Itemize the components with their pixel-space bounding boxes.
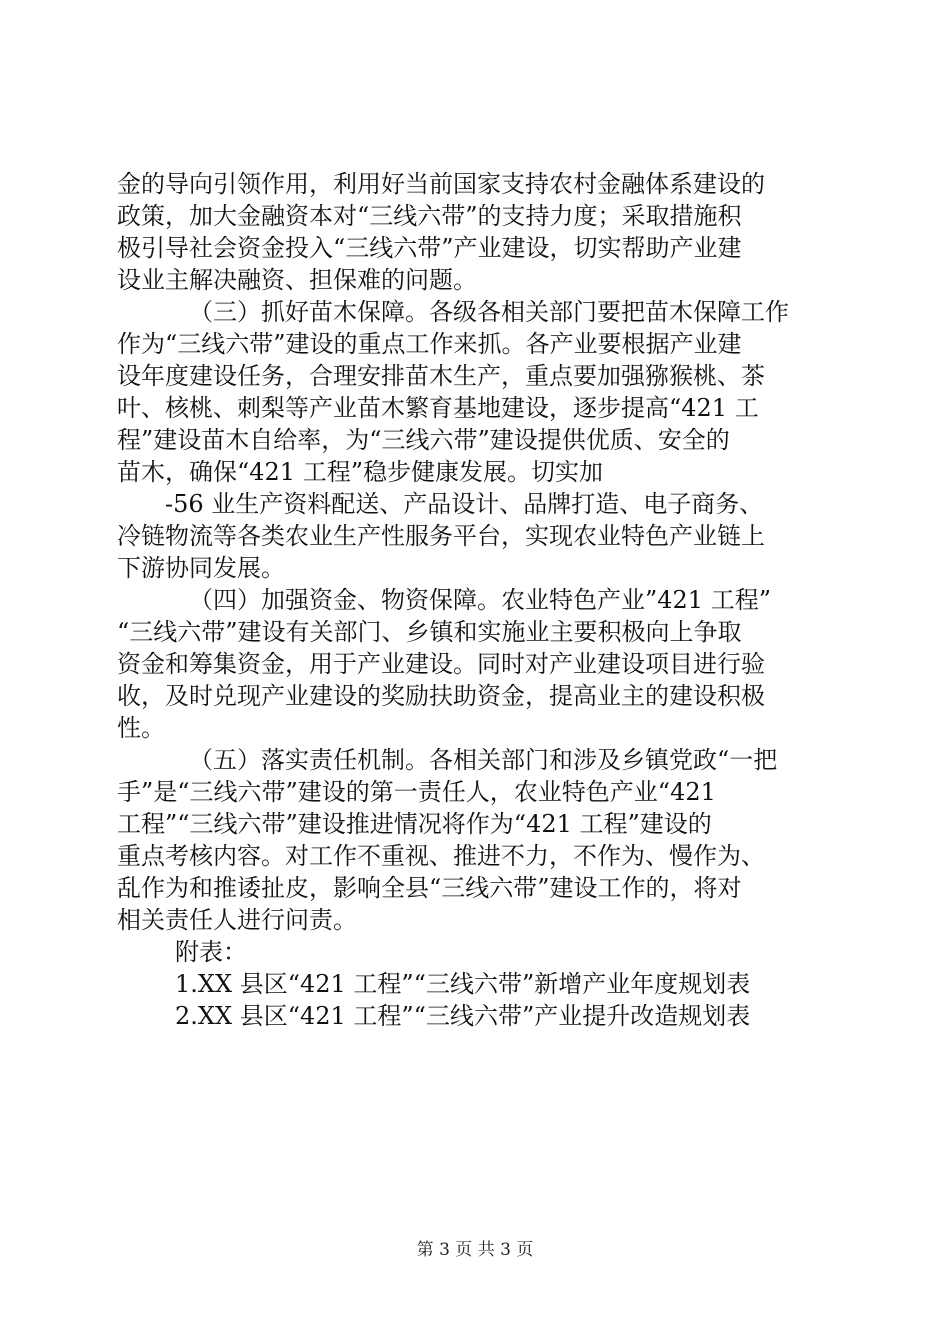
paragraph-line: 收，及时兑现产业建设的奖励扶助资金，提高业主的建设积极 (117, 682, 765, 710)
paragraph-line: “三线六带”建设有关部门、乡镇和实施业主要积极向上争取 (117, 618, 742, 646)
paragraph-line: 设业主解决融资、担保难的问题。 (117, 266, 477, 294)
page-footer (0, 1240, 950, 1260)
section-heading-line: （三）抓好苗木保障。各级各相关部门要把苗木保障工作 (189, 298, 789, 326)
paragraph-line: 重点考核内容。对工作不重视、推进不力，不作为、慢作为、 (117, 842, 765, 870)
paragraph-line: 金的导向引领作用，利用好当前国家支持农村金融体系建设的 (117, 170, 765, 198)
paragraph-line: -56 业生产资料配送、产品设计、品牌打造、电子商务、 (165, 490, 764, 518)
paragraph-line: 下游协同发展。 (117, 554, 285, 582)
paragraph-line: 工程”“三线六带”建设推进情况将作为“421 工程”建设的 (117, 810, 712, 838)
paragraph-line: 程”建设苗木自给率，为“三线六带”建设提供优质、安全的 (117, 426, 730, 454)
paragraph-line: 设年度建设任务，合理安排苗木生产，重点要加强猕猴桃、茶 (117, 362, 765, 390)
page-number-label: 第 3 页 共 3 页 (416, 1240, 534, 1260)
body-text (117, 168, 837, 1032)
paragraph-line: 政策，加大金融资本对“三线六带”的支持力度；采取措施积 (117, 202, 742, 230)
paragraph-line: 冷链物流等各类农业生产性服务平台，实现农业特色产业链上 (117, 522, 765, 550)
appendix-item: 2.XX 县区“421 工程”“三线六带”产业提升改造规划表 (175, 1002, 751, 1030)
paragraph-line: 相关责任人进行问责。 (117, 906, 357, 934)
paragraph-line: 手”是“三线六带”建设的第一责任人，农业特色产业“421 (117, 778, 716, 806)
appendix-item: 1.XX 县区“421 工程”“三线六带”新增产业年度规划表 (175, 970, 751, 998)
paragraph-line: 苗木，确保“421 工程”稳步健康发展。切实加 (117, 458, 603, 486)
section-heading-line: （五）落实责任机制。各相关部门和涉及乡镇党政“一把 (189, 746, 778, 774)
paragraph-line: 性。 (117, 714, 165, 742)
paragraph-line: 极引导社会资金投入“三线六带”产业建设，切实帮助产业建 (117, 234, 742, 262)
paragraph-line: 资金和筹集资金，用于产业建设。同时对产业建设项目进行验 (117, 650, 765, 678)
paragraph-line: 作为“三线六带”建设的重点工作来抓。各产业要根据产业建 (117, 330, 742, 358)
appendix-heading: 附表： (175, 938, 247, 966)
section-heading-line: （四）加强资金、物资保障。农业特色产业”421 工程” (189, 586, 771, 614)
paragraph-line: 乱作为和推诿扯皮，影响全县“三线六带”建设工作的，将对 (117, 874, 742, 902)
paragraph-line: 叶、核桃、刺梨等产业苗木繁育基地建设，逐步提高“421 工 (117, 394, 759, 422)
